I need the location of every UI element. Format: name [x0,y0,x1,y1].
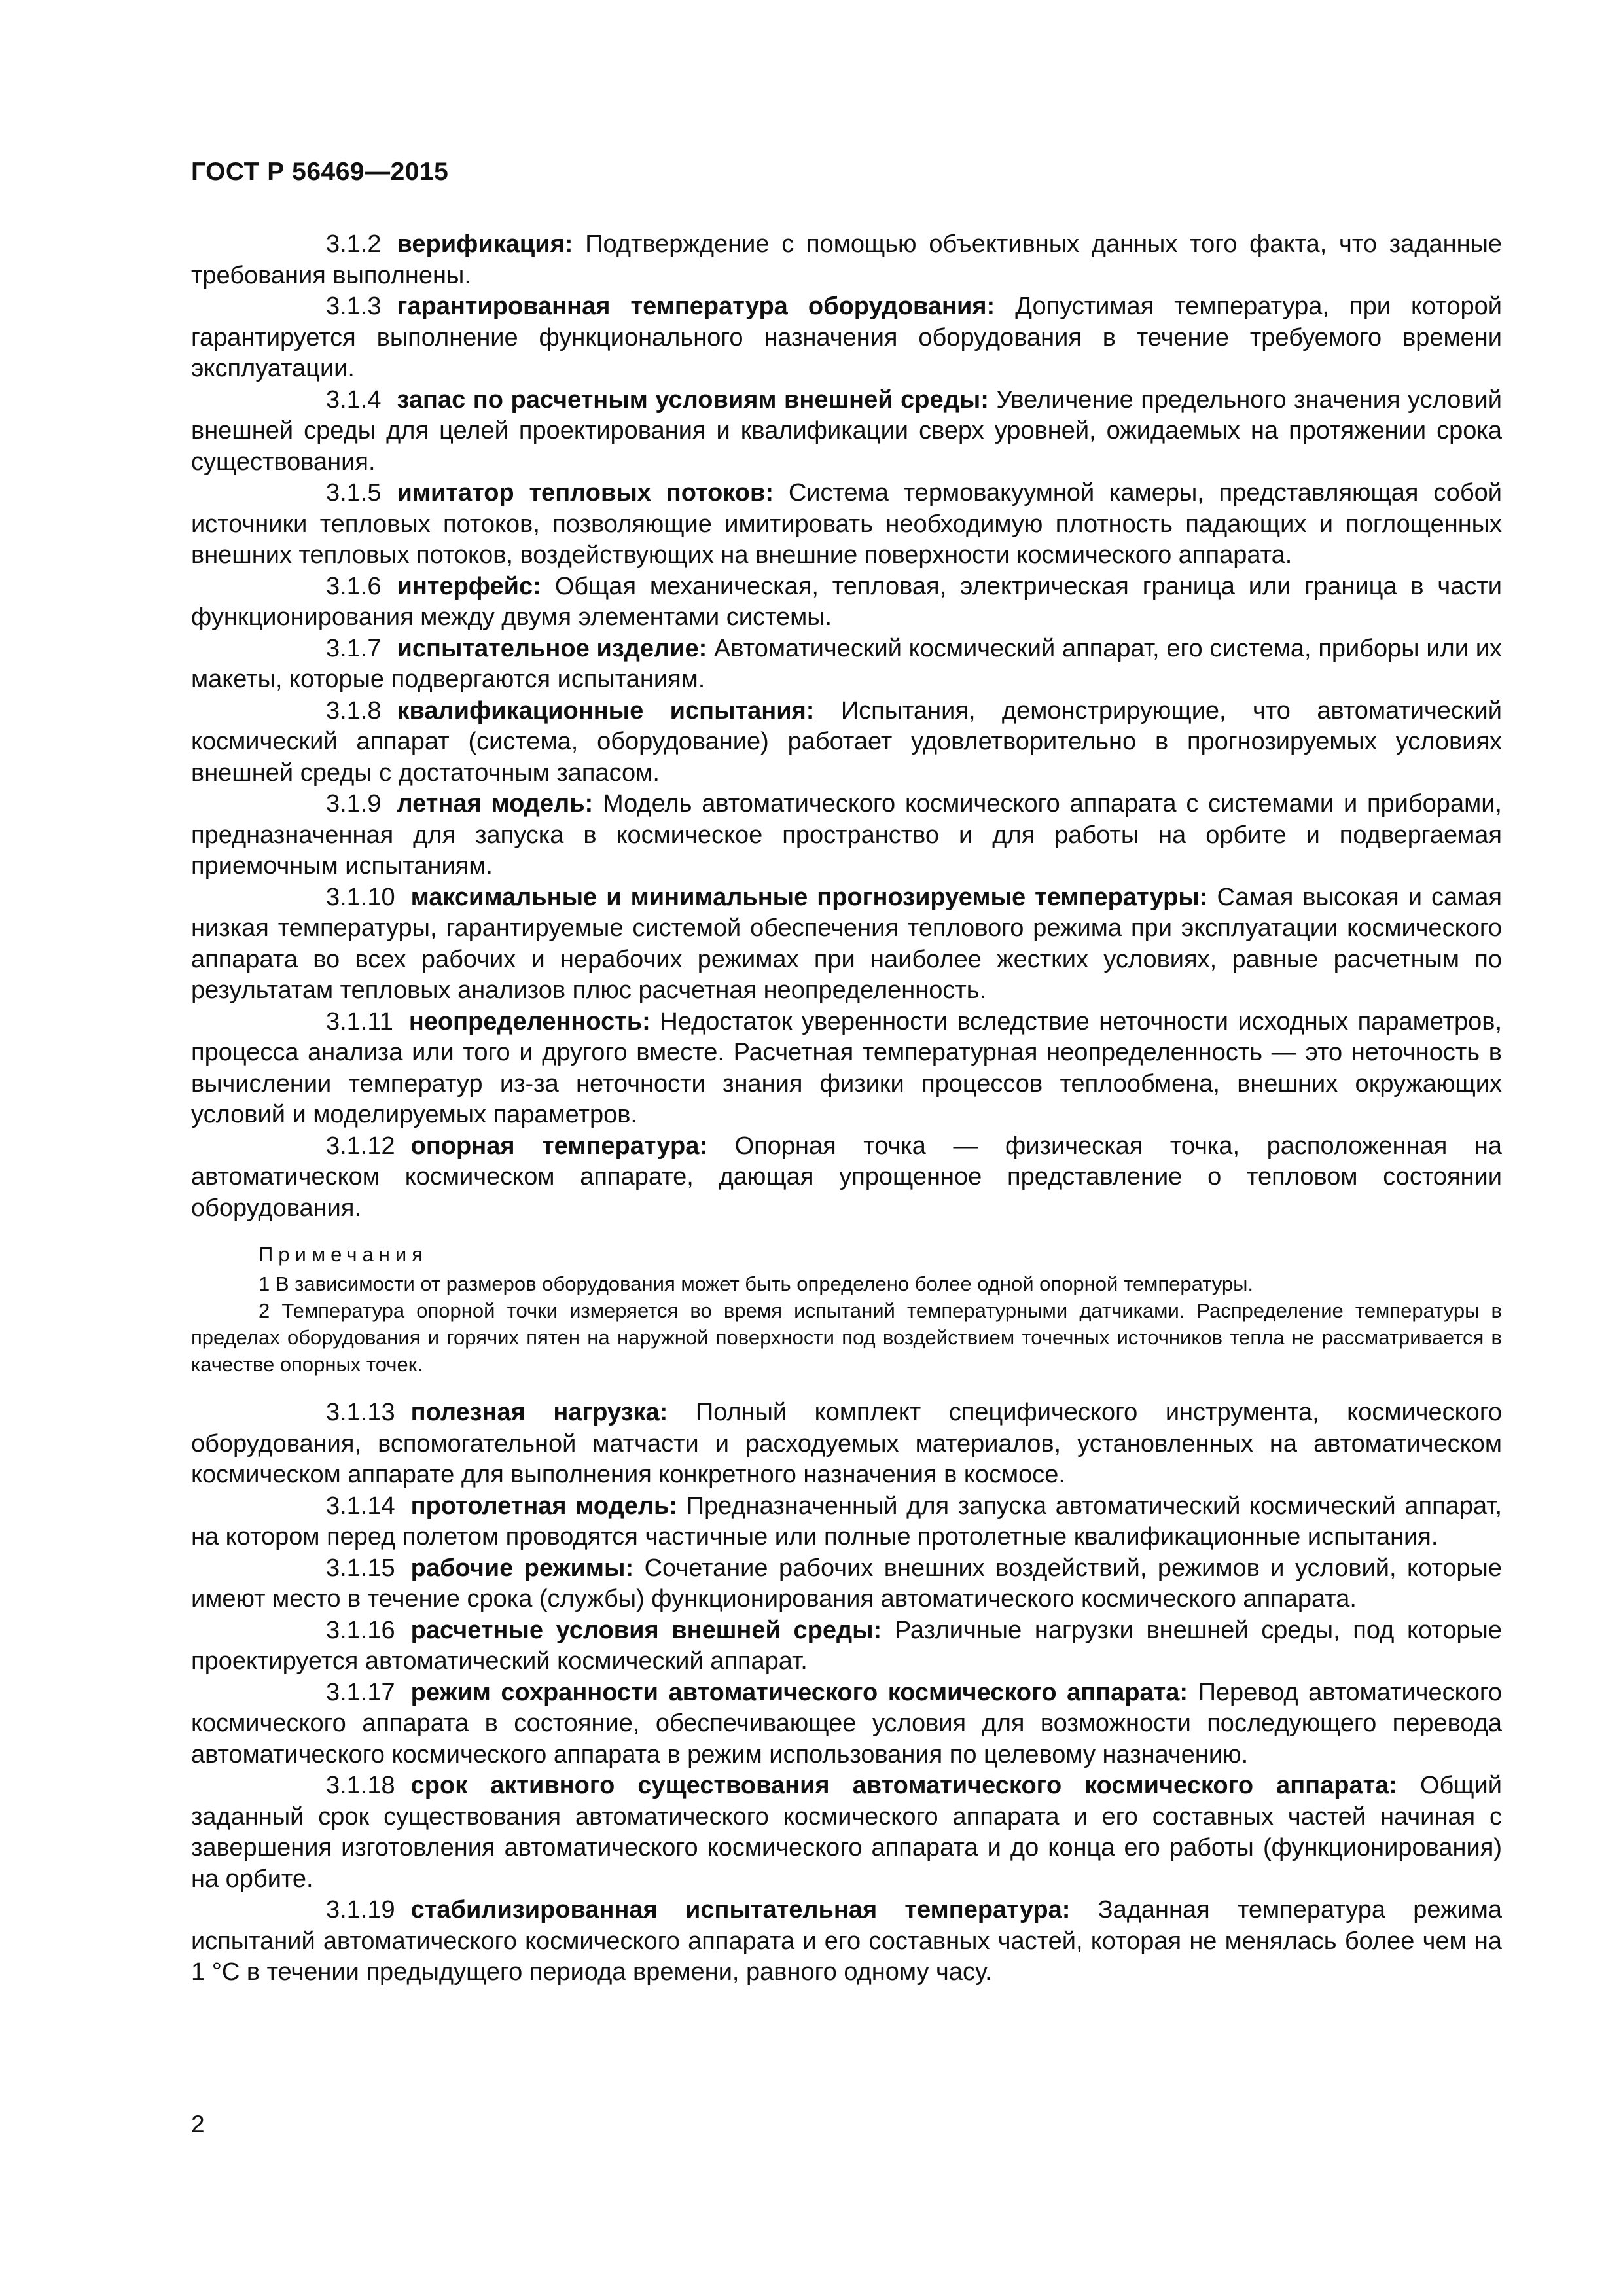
definition-term: рабочие режимы: [410,1554,634,1582]
definition-entry [191,571,1502,634]
document-content [191,229,1502,1988]
definition-text: Различные нагрузки внешней среды, под которые проектируется автоматический космический аппарат. [191,1616,1503,1675]
definition-entry [191,1007,1502,1131]
definition-term: максимальные и минимальные прогнозируемые температуры: [410,883,1208,911]
definition-term: режим сохранности автоматического космического аппарата: [410,1678,1188,1706]
definition-text: Система термовакуумной камеры, представляющая собой источники тепловых потоков, позволяющие имитировать необходимую плотность падающих и поглощенных внешних тепловых потоков, воздействующих на внешние поверхности космического аппарата. [191,479,1503,569]
notes-block [191,1241,1502,1378]
definition-number: 3.1.10 [326,883,395,911]
definition-term: полезная нагрузка: [410,1399,668,1426]
definition-term: протолетная модель: [410,1492,678,1520]
definition-text: Модель автоматического космического аппарата с системами и приборами, предназначенная для запуска в космическое пространство и для работы на орбите и подвергаемая приемочным испытаниям. [191,790,1502,880]
definition-entry [191,882,1502,1007]
definition-term: гарантированная температура оборудования: [397,293,995,320]
definition-number: 3.1.6 [326,572,382,600]
definition-number: 3.1.15 [326,1554,395,1582]
definitions-list-2 [191,1397,1502,1988]
definition-text: Подтверждение с помощью объективных данных того факта, что заданные требования выполнены. [191,230,1503,289]
definition-entry [191,1615,1502,1677]
definition-term: имитатор тепловых потоков: [397,479,774,507]
definition-entry [191,634,1502,696]
definition-text: Общая механическая, тепловая, электрическая граница или граница в части функционирования между двумя элементами системы. [191,572,1502,631]
definition-text: Полный комплект специфического инструмента, космического оборудования, вспомогательной матчасти и расходуемых материалов, установленных на автоматическом космическом аппарате для выполнения конкретного назначения в космосе. [191,1399,1502,1488]
definition-term: летная модель: [397,790,594,817]
definition-term: квалификационные испытания: [397,696,815,725]
definition-text: Предназначенный для запуска автоматический космический аппарат, на котором перед полетом проводятся частичные или полные протолетные квалификационные испытания. [191,1492,1502,1551]
definition-number: 3.1.11 [326,1007,393,1035]
definition-term: опорная температура: [410,1132,708,1160]
definition-text: Испытания, демонстрирующие, что автоматический космический аппарат (система, оборудование) работает удовлетворительно в прогнозируемых условиях внешней среды с достаточным запасом. [191,696,1503,787]
definition-text: Допустимая температура, при которой гарантируется выполнение функционального назначения оборудования в течение требуемого времени эксплуатации. [191,293,1502,382]
definitions-list-1 [191,229,1502,1224]
definition-entry [191,385,1502,478]
definition-number: 3.1.13 [326,1399,395,1426]
definition-number: 3.1.17 [326,1678,395,1706]
definition-entry [191,229,1502,291]
definition-term: расчетные условия внешней среды: [410,1616,882,1644]
document-page [191,0,1502,2296]
note-1: 1 В зависимости от размеров оборудования может быть определено более одной опорной температуры. [259,1272,1254,1295]
definition-term: стабилизированная испытательная температура: [410,1896,1071,1924]
definition-number: 3.1.12 [326,1132,395,1160]
definition-term: испытательное изделие: [397,634,707,662]
definition-number: 3.1.4 [326,386,382,414]
definition-number: 3.1.7 [326,634,382,662]
definition-text: Перевод автоматического космического аппарата в состояние, обеспечивающее условия для возможности последующего перевода автоматического космического аппарата в режим использования по целевому назначению. [191,1678,1503,1768]
definition-term: запас по расчетным условиям внешней среды: [397,386,989,414]
definition-text: Общий заданный срок существования автоматического космического аппарата и его составных частей начиная с завершения изготовления автоматического космического аппарата и до конца его работы (функционирования) на орбите. [191,1772,1502,1893]
definition-text: Недостаток уверенности вследствие неточности исходных параметров, процесса анализа или того и другого вместе. Расчетная температурная неопределенность — это неточность в вычислении температур из-за неточности знания физики процессов теплообмена, внешних окружающих условий и моделируемых параметров. [191,1007,1503,1128]
document-header: ГОСТ Р 56469—2015 [191,158,449,186]
definition-number: 3.1.19 [326,1896,395,1924]
definition-text: Сочетание рабочих внешних воздействий, режимов и условий, которые имеют место в течение срока (службы) функционирования автоматического космического аппарата. [191,1554,1503,1613]
definition-number: 3.1.18 [326,1772,395,1799]
page-number: 2 [191,2111,205,2138]
definition-number: 3.1.5 [326,479,382,507]
definition-entry [191,291,1502,385]
definition-number: 3.1.8 [326,696,382,725]
definition-text: Опорная точка — физическая точка, расположенная на автоматическом космическом аппарате, дающая упрощенное представление о тепловом состоянии оборудования. [191,1132,1502,1222]
definition-number: 3.1.14 [326,1492,395,1520]
definition-entry [191,789,1502,882]
definition-number: 3.1.3 [326,293,382,320]
definition-text: Заданная температура режима испытаний автоматического космического аппарата и его составных частей, которая не менялась более чем на 1 °С в течении предыдущего периода времени, равного одному часу. [191,1896,1502,1986]
definition-term: интерфейс: [397,572,541,600]
definition-entry [191,1677,1502,1771]
definition-number: 3.1.16 [326,1616,395,1644]
definition-entry [191,478,1502,571]
definition-entry [191,1553,1502,1615]
definition-entry [191,1770,1502,1895]
definition-entry [191,696,1502,789]
definition-text: Самая высокая и самая низкая температуры, гарантируемые системой обеспечения теплового режима при эксплуатации космического аппарата во всех рабочих и нерабочих режимах при наиболее жестких условиях, равные расчетным по результатам тепловых анализов плюс расчетная неопределенность. [191,883,1502,1004]
definition-entry [191,1491,1502,1553]
definition-entry [191,1895,1502,1988]
definition-term: верификация: [397,230,573,258]
definition-term: неопределенность: [408,1007,651,1035]
definition-term: срок активного существования автоматического космического аппарата: [410,1772,1397,1799]
definition-text: Увеличение предельного значения условий внешней среды для целей проектирования и квалификации сверх уровней, ожидаемых на протяжении срока существования. [191,386,1502,476]
definition-entry [191,1397,1502,1491]
notes-title: Примечания [259,1243,428,1266]
definition-text: Автоматический космический аппарат, его система, приборы или их макеты, которые подвергаются испытаниям. [191,634,1502,693]
definition-number: 3.1.2 [326,230,382,258]
definition-number: 3.1.9 [326,790,382,817]
definition-entry [191,1131,1502,1225]
note-2: 2 Температура опорной точки измеряется во время испытаний температурными датчиками. Распределение температуры в пределах оборудования и горячих пятен на наружной поверхности под воздействием точечных источников тепла не рассматривается в качестве опорных точек. [191,1299,1502,1376]
